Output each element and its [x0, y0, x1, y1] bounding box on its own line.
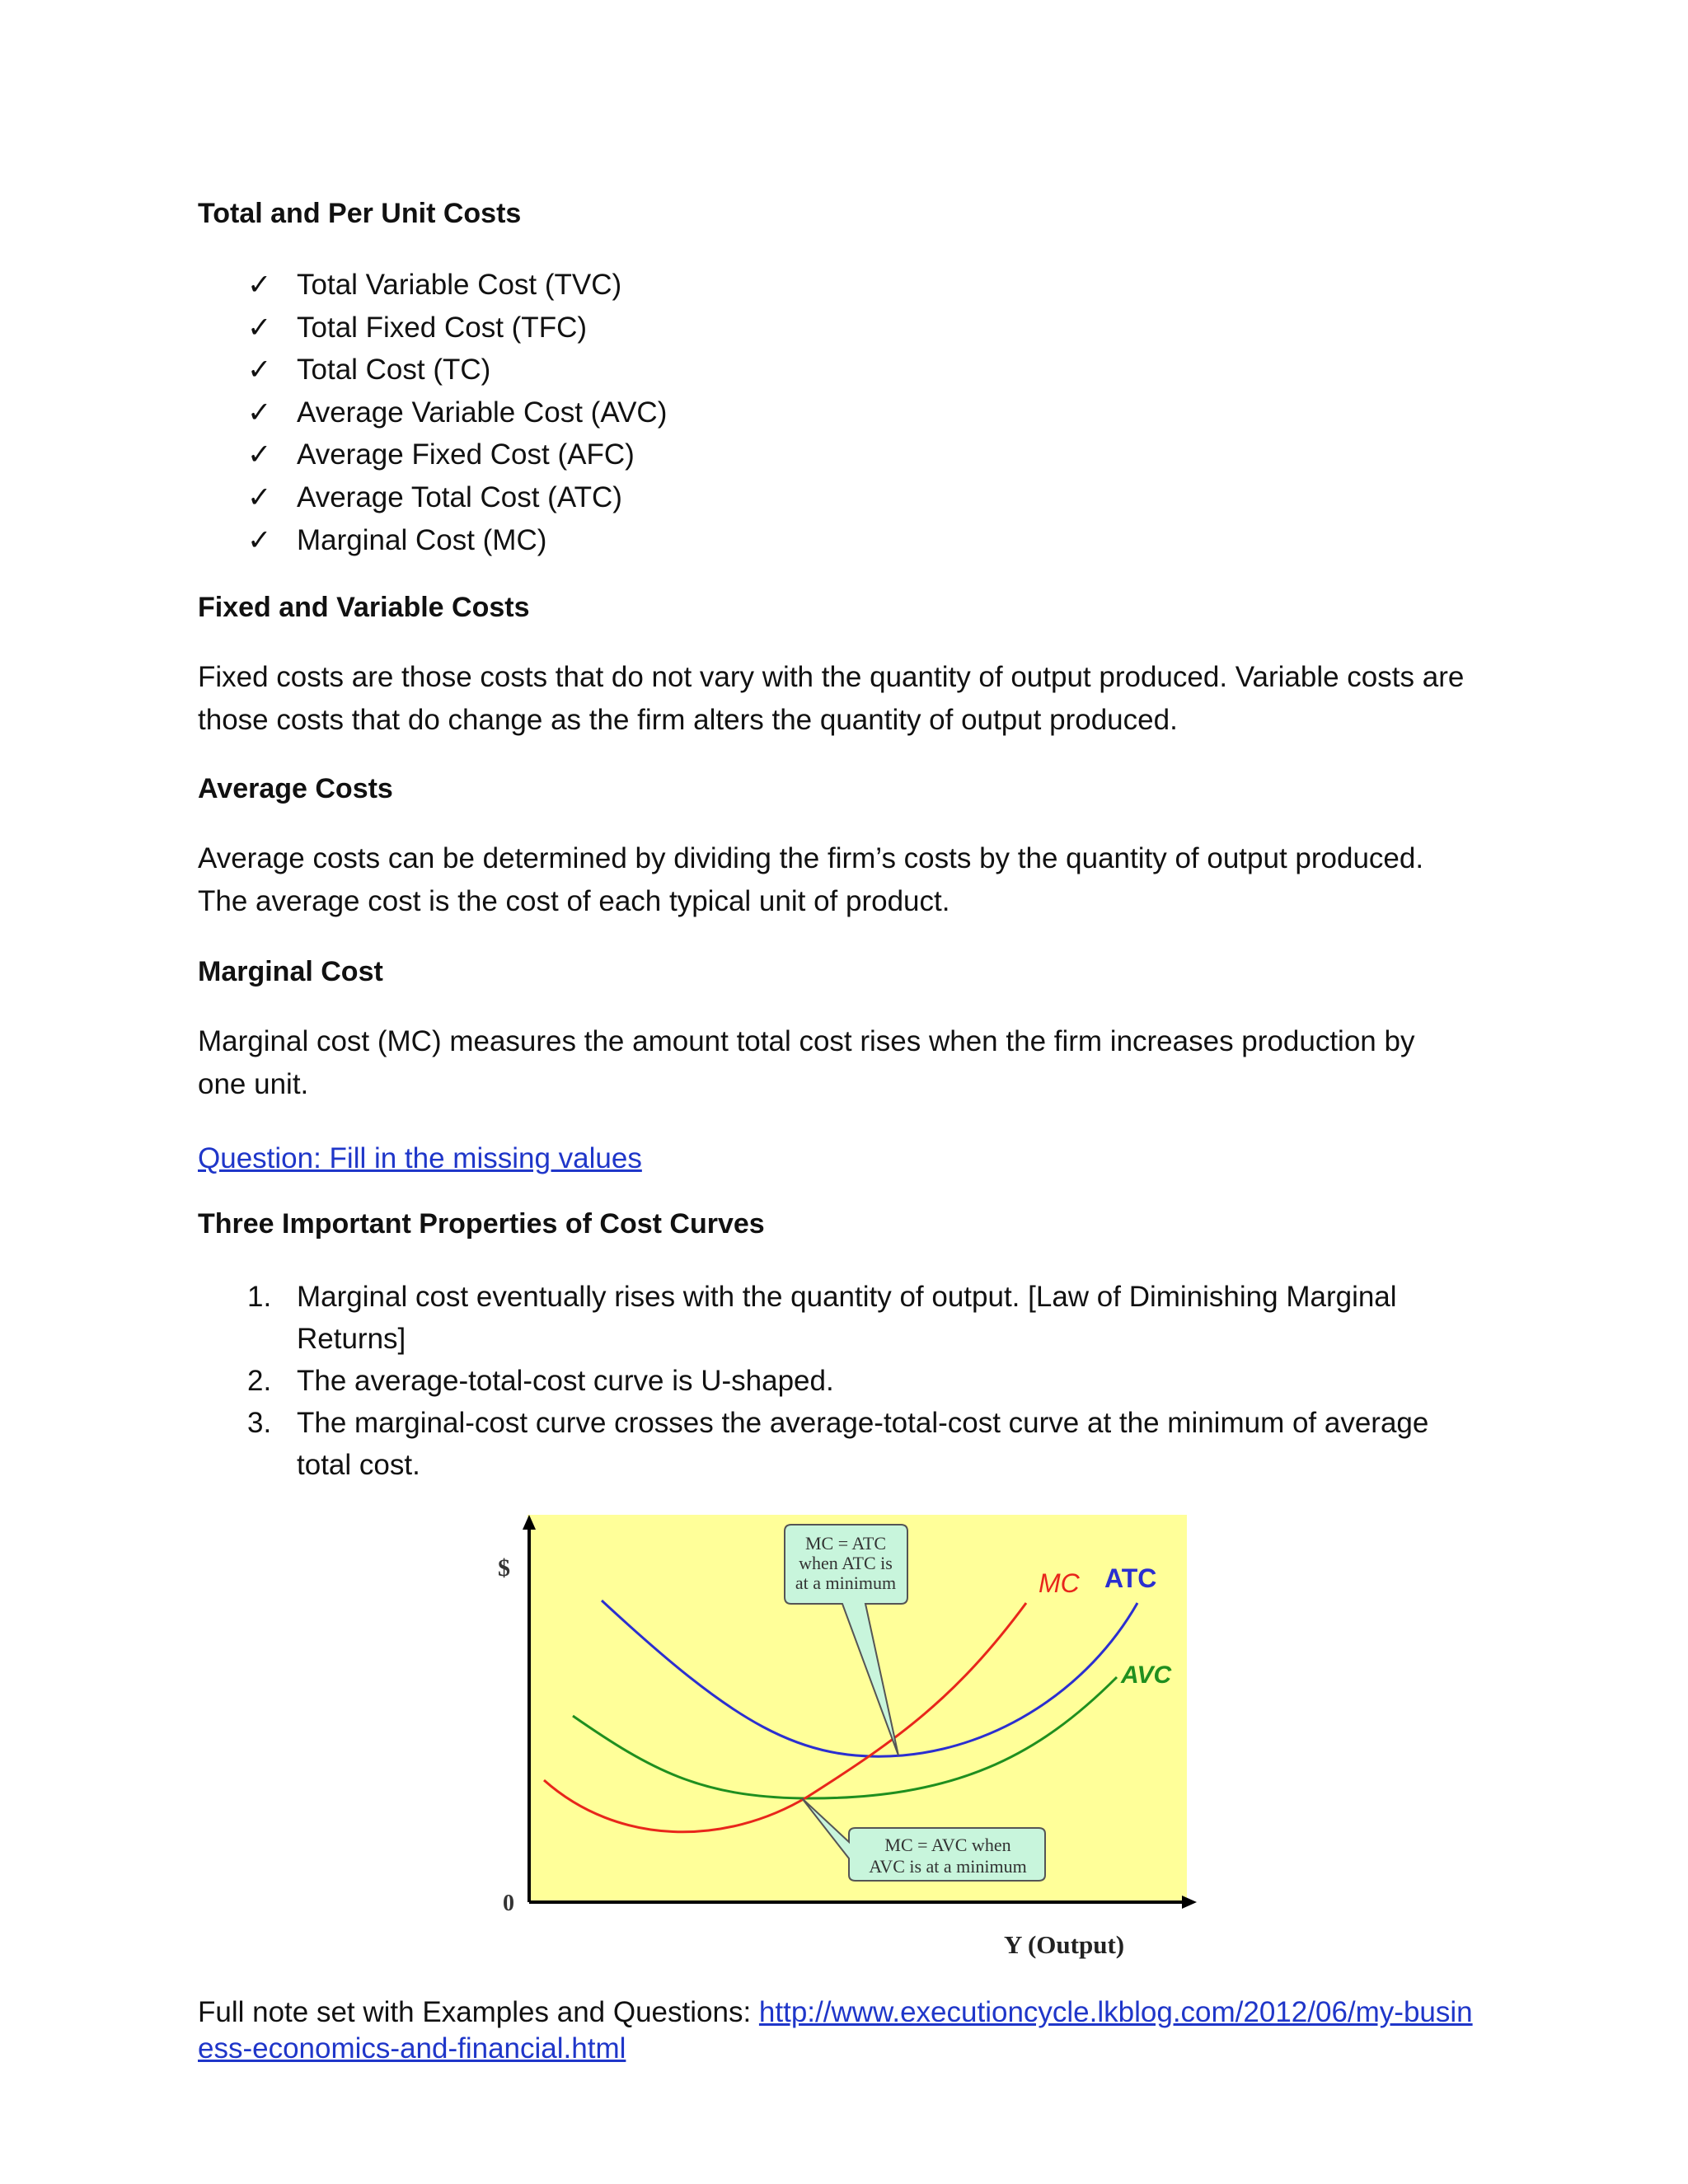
- x-axis-arrow: [1182, 1896, 1197, 1909]
- check-icon: ✓: [247, 438, 272, 471]
- cost-curves-figure: [462, 1508, 1228, 1978]
- check-icon: ✓: [247, 354, 272, 387]
- x-axis-label: Y (Output): [1004, 1930, 1125, 1959]
- list-item: ✓ Average Variable Cost (AVC): [247, 391, 667, 434]
- footer-note: [198, 1994, 1484, 2067]
- y-axis-label: $: [498, 1554, 510, 1582]
- paragraph-fixed-variable: Fixed costs are those costs that do not vary with the quantity of output produced. Variable costs are those costs that do change as the firm alters the quantity of output produced.: [198, 661, 1465, 736]
- list-item: ✓ Total Fixed Cost (TFC): [247, 307, 667, 349]
- heading-total-costs: Total and Per Unit Costs: [198, 198, 522, 229]
- cost-type-list: [247, 264, 667, 561]
- list-item: ✓ Average Total Cost (ATC): [247, 476, 667, 519]
- callout-bottom-line-2: AVC is at a minimum: [869, 1856, 1027, 1877]
- callout-bottom-line-1: MC = AVC when: [884, 1835, 1011, 1855]
- callout-top-line-1: MC = ATC: [805, 1533, 886, 1554]
- heading-marginal-cost: Marginal Cost: [198, 956, 383, 987]
- check-icon: ✓: [247, 396, 272, 429]
- check-icon: ✓: [247, 523, 272, 556]
- check-icon: ✓: [247, 480, 272, 513]
- check-icon: ✓: [247, 269, 272, 301]
- list-item: 1. Marginal cost eventually rises with the quantity of output. [Law of Diminishing Marginal Returns]: [247, 1281, 1397, 1355]
- heading-fixed-variable: Fixed and Variable Costs: [198, 592, 530, 623]
- callout-top-line-3: at a minimum: [795, 1572, 897, 1593]
- footer-url-link[interactable]: http://www.executioncycle.lkblog.com/2012/06/my-business-economics-and-financial.html: [198, 1996, 1473, 2064]
- list-item: 3. The marginal-cost curve crosses the average-total-cost curve at the minimum of average total cost.: [247, 1407, 1429, 1481]
- check-icon: ✓: [247, 311, 272, 344]
- callout-top-line-2: when ATC is: [799, 1553, 893, 1573]
- cost-curves-diagram: [462, 1508, 1228, 1978]
- paragraph-average-costs: Average costs can be determined by dividing the firm’s costs by the quantity of output produced. The average cost is the cost of each typical unit of product.: [198, 842, 1424, 917]
- heading-average-costs: Average Costs: [198, 773, 393, 804]
- avc-label: AVC: [1121, 1661, 1172, 1689]
- mc-label: MC: [1039, 1568, 1080, 1598]
- list-item: ✓ Total Cost (TC): [247, 349, 667, 391]
- origin-label: 0: [503, 1891, 514, 1916]
- heading-properties: Three Important Properties of Cost Curves: [198, 1208, 765, 1240]
- list-item: ✓ Average Fixed Cost (AFC): [247, 434, 667, 476]
- paragraph-marginal-cost: Marginal cost (MC) measures the amount total cost rises when the firm increases production by one unit.: [198, 1025, 1415, 1100]
- list-item: ✓ Total Variable Cost (TVC): [247, 264, 667, 307]
- question-link[interactable]: Question: Fill in the missing values: [198, 1142, 642, 1174]
- list-item: ✓ Marginal Cost (MC): [247, 519, 667, 562]
- properties-list: [247, 1276, 1467, 1486]
- atc-label: ATC: [1104, 1563, 1157, 1593]
- footer-prefix: Full note set with Examples and Questions:: [198, 1996, 759, 2028]
- list-item: 2. The average-total-cost curve is U-shaped.: [247, 1365, 834, 1397]
